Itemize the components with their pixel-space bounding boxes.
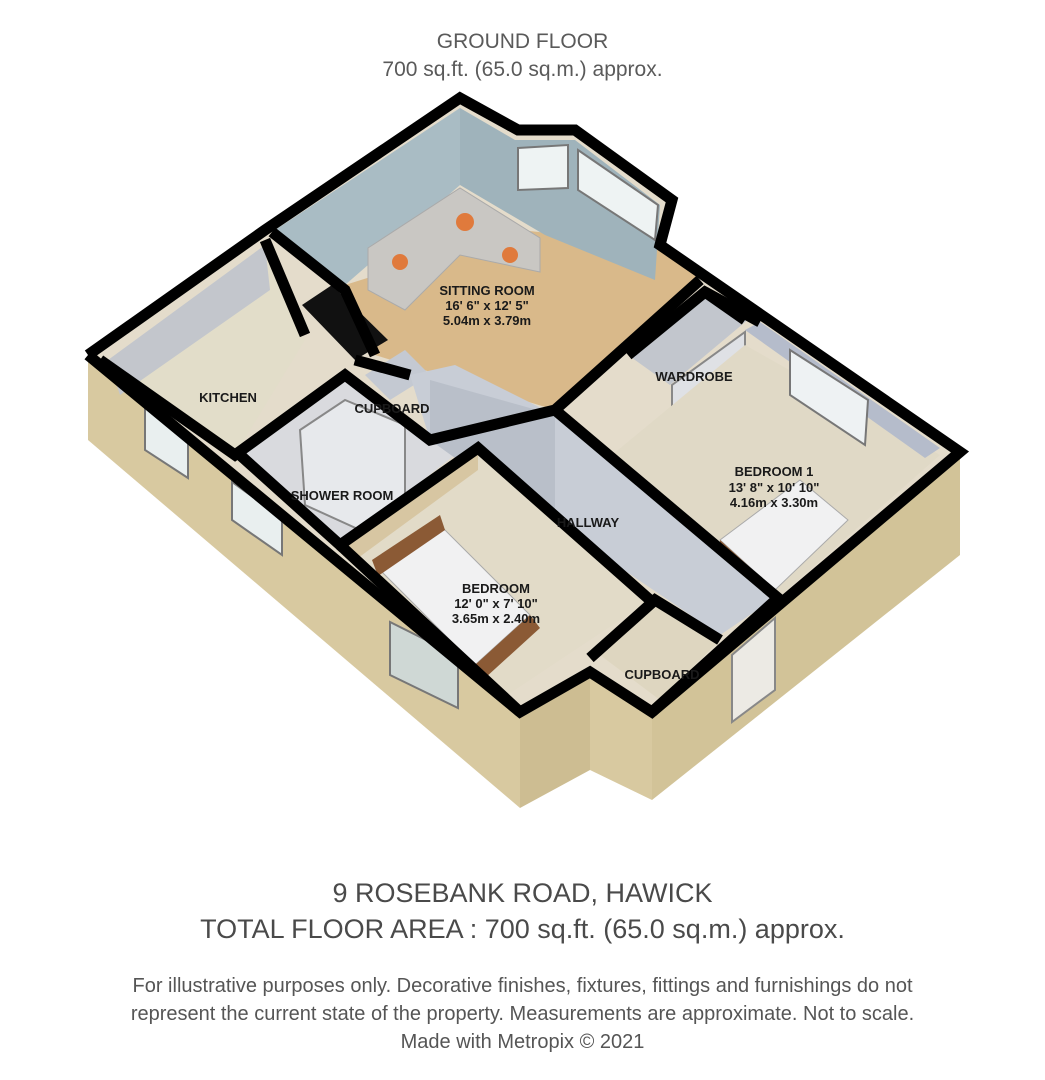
disclaimer-line-2: represent the current state of the property. Measurements are approximate. Not to scale. (130, 1003, 915, 1025)
floor-title: GROUND FLOOR (436, 30, 609, 53)
room-label-wardrobe: WARDROBE (655, 369, 733, 384)
room-label-kitchen: KITCHEN (199, 390, 257, 405)
room-label-sitting-room (439, 283, 534, 328)
property-address: 9 ROSEBANK ROAD, HAWICK (332, 878, 713, 908)
room-label-bedroom (452, 581, 540, 626)
svg-text:16' 6" x 12' 5": 16' 6" x 12' 5" (445, 298, 529, 313)
total-floor-area: TOTAL FLOOR AREA : 700 sq.ft. (65.0 sq.m.) approx. (200, 914, 845, 944)
svg-text:4.16m x 3.30m: 4.16m x 3.30m (729, 495, 819, 510)
disclaimer-line-1: For illustrative purposes only. Decorative finishes, fixtures, fittings and furnishings do not (132, 975, 913, 997)
room-label-shower-room: SHOWER ROOM (290, 488, 394, 503)
svg-text:5.04m x 3.79m: 5.04m x 3.79m (442, 313, 532, 328)
sitting-bay-window-1 (518, 145, 568, 190)
svg-text:13' 8" x 10' 10": 13' 8" x 10' 10" (728, 480, 820, 495)
svg-text:12' 0" x 7' 10": 12' 0" x 7' 10" (454, 596, 538, 611)
room-label-cupboard-bottom: CUPBOARD (624, 667, 700, 682)
room-label-cupboard-top: CUPBOARD (354, 401, 430, 416)
floor-area: 700 sq.ft. (65.0 sq.m.) approx. (382, 58, 663, 81)
credit: Made with Metropix © 2021 (400, 1031, 645, 1053)
svg-text:3.65m x 2.40m: 3.65m x 2.40m (451, 611, 541, 626)
room-label-bedroom-1 (729, 464, 820, 510)
svg-text:BEDROOM: BEDROOM (462, 581, 530, 596)
svg-text:SITTING ROOM: SITTING ROOM (439, 283, 535, 298)
room-label-hallway: HALLWAY (556, 515, 620, 530)
svg-text:BEDROOM 1: BEDROOM 1 (734, 464, 814, 479)
